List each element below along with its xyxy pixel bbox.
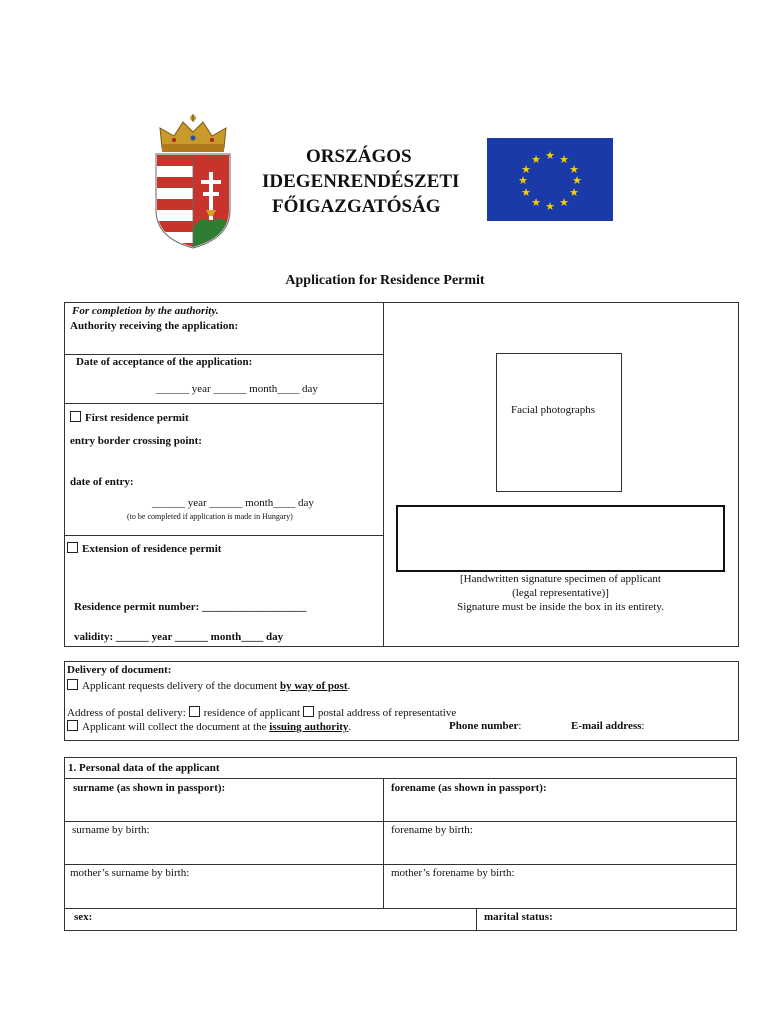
delivery-by-post-suffix: . — [347, 680, 351, 692]
first-residence-checkbox[interactable] — [70, 411, 81, 422]
issuing-authority-link: issuing authority — [269, 721, 349, 733]
permit-number-field[interactable]: Residence permit number: ___________________ — [74, 601, 307, 613]
photo-box — [496, 353, 622, 492]
collect-at-authority-option[interactable] — [67, 720, 351, 733]
svg-text:★: ★ — [531, 153, 541, 166]
residence-of-applicant-checkbox[interactable] — [189, 706, 200, 717]
svg-text:★: ★ — [569, 186, 579, 199]
coat-of-arms — [150, 110, 236, 250]
date-of-entry-field[interactable]: ______ year ______ month____ day — [152, 497, 314, 509]
org-line-3: FŐIGAZGATÓSÁG — [272, 196, 441, 217]
marital-status-field[interactable]: marital status: — [484, 911, 553, 923]
phone-number-colon: : — [518, 720, 522, 732]
first-residence-label: First residence permit — [85, 412, 189, 424]
email-address-field[interactable] — [571, 720, 644, 732]
first-residence-permit-option[interactable] — [70, 411, 189, 424]
svg-text:★: ★ — [545, 149, 555, 162]
representative-address-checkbox[interactable] — [303, 706, 314, 717]
svg-text:★: ★ — [572, 174, 582, 187]
personal-data-heading: 1. Personal data of the applicant — [68, 762, 220, 774]
svg-text:★: ★ — [545, 200, 555, 213]
date-of-entry-label: date of entry: — [70, 476, 134, 488]
mother-surname-field[interactable]: mother’s surname by birth: — [70, 867, 190, 879]
phone-number-label: Phone number — [449, 720, 519, 732]
eu-flag — [487, 138, 613, 221]
svg-text:★: ★ — [559, 153, 569, 166]
collect-suffix: . — [348, 721, 352, 733]
delivery-by-post-checkbox[interactable] — [67, 679, 78, 690]
postal-address-row — [67, 706, 456, 719]
sex-field[interactable]: sex: — [74, 911, 93, 923]
surname-by-birth-field[interactable]: surname by birth: — [72, 824, 150, 836]
acceptance-date-field[interactable]: ______ year ______ month____ day — [156, 383, 318, 395]
photo-label: Facial photographs — [511, 404, 596, 416]
svg-text:★: ★ — [569, 163, 579, 176]
delivery-by-post-text: Applicant requests delivery of the document — [82, 680, 280, 692]
svg-text:★: ★ — [518, 174, 528, 187]
svg-text:★: ★ — [531, 196, 541, 209]
collect-checkbox[interactable] — [67, 720, 78, 731]
extension-checkbox[interactable] — [67, 542, 78, 553]
validity-field[interactable]: validity: ______ year ______ month____ day — [74, 631, 284, 643]
svg-text:★: ★ — [559, 196, 569, 209]
svg-text:★: ★ — [521, 163, 531, 176]
hungarian-coat-of-arms-icon — [150, 110, 236, 250]
forename-by-birth-field[interactable]: forename by birth: — [391, 824, 473, 836]
delivery-by-post-option[interactable] — [67, 679, 350, 692]
forename-field[interactable]: forename (as shown in passport): — [391, 782, 547, 794]
phone-number-field[interactable] — [449, 720, 521, 732]
email-address-colon: : — [641, 720, 645, 732]
svg-text:★: ★ — [521, 186, 531, 199]
entry-point-label: entry border crossing point: — [70, 435, 202, 447]
signature-box[interactable] — [396, 505, 725, 572]
representative-address-label: postal address of representative — [317, 707, 457, 719]
delivery-by-post-link: by way of post — [279, 680, 348, 692]
authority-note: For completion by the authority. — [72, 305, 219, 317]
acceptance-date-label: Date of acceptance of the application: — [76, 356, 253, 368]
org-line-1: ORSZÁGOS — [306, 146, 412, 167]
email-address-label: E-mail address — [571, 720, 642, 732]
signature-caption-1: [Handwritten signature specimen of applicant — [460, 573, 661, 585]
extension-permit-option[interactable] — [67, 542, 221, 555]
mother-forename-field[interactable]: mother’s forename by birth: — [391, 867, 515, 879]
signature-caption-2: (legal representative)] — [512, 587, 609, 599]
authority-receiving-label: Authority receiving the application: — [70, 320, 239, 332]
extension-label: Extension of residence permit — [82, 543, 222, 555]
surname-field[interactable]: surname (as shown in passport): — [73, 782, 226, 794]
org-line-2: IDEGENRENDÉSZETI — [262, 171, 460, 192]
date-of-entry-hint: (to be completed if application is made in Hungary) — [127, 512, 293, 521]
collect-text: Applicant will collect the document at the — [82, 721, 270, 733]
eu-flag-icon — [487, 138, 613, 221]
organization-name — [262, 144, 459, 219]
postal-address-label: Address of postal delivery: — [67, 707, 186, 719]
signature-caption-3: Signature must be inside the box in its entirety. — [457, 601, 664, 613]
page-title: Application for Residence Permit — [285, 273, 485, 288]
delivery-heading: Delivery of document: — [67, 664, 172, 676]
residence-of-applicant-label: residence of applicant — [203, 707, 301, 719]
